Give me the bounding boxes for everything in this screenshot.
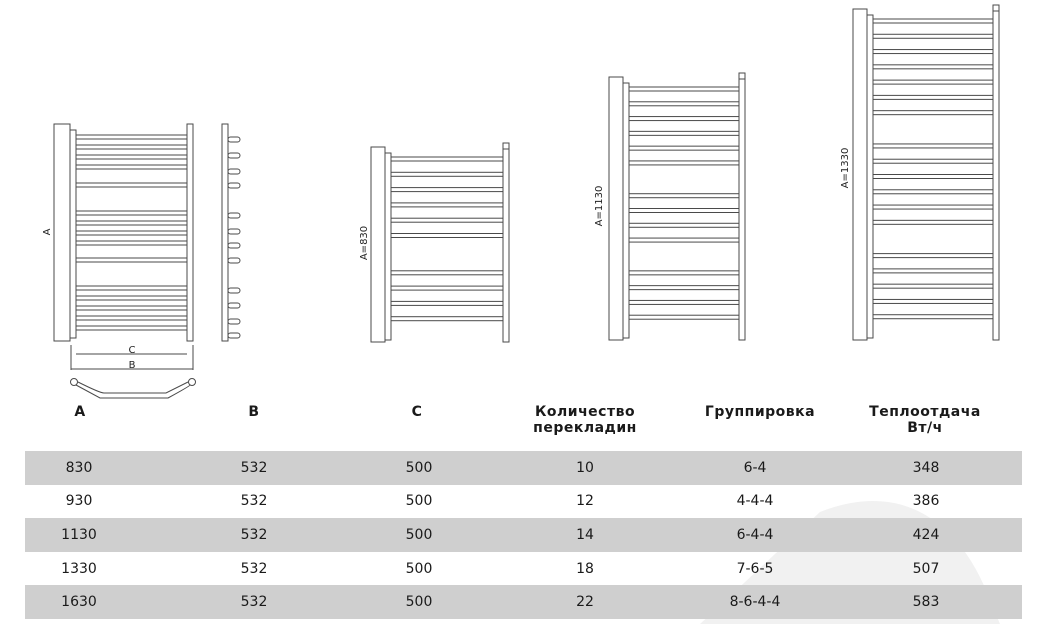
side-peg bbox=[228, 333, 240, 338]
cell-crossbars: 10 bbox=[576, 459, 594, 476]
crossbar bbox=[76, 165, 187, 169]
cell-grouping: 7-6-5 bbox=[736, 560, 774, 577]
cell-b: 532 bbox=[240, 493, 268, 510]
crossbar bbox=[629, 286, 739, 290]
crossbar bbox=[391, 286, 503, 290]
crossbar bbox=[873, 220, 993, 224]
radiator-a1330 bbox=[853, 5, 999, 340]
radiator-left-collector bbox=[853, 9, 867, 340]
side-peg bbox=[228, 137, 240, 142]
crossbar bbox=[391, 301, 503, 305]
crossbar bbox=[873, 159, 993, 163]
cell-a: 1630 bbox=[61, 594, 97, 611]
cell-c: 500 bbox=[405, 493, 433, 510]
table-row bbox=[25, 451, 1022, 485]
cell-grouping: 6-4 bbox=[743, 459, 767, 476]
crossbar bbox=[76, 306, 187, 310]
header-grouping: Группировка bbox=[704, 404, 816, 420]
crossbar bbox=[391, 271, 503, 275]
cell-a: 1330 bbox=[61, 560, 97, 577]
side-peg bbox=[228, 258, 240, 263]
cell-crossbars: 22 bbox=[576, 594, 594, 611]
crossbar bbox=[76, 296, 187, 300]
radiator-a1130 bbox=[609, 73, 745, 340]
side-peg bbox=[228, 288, 240, 293]
crossbar bbox=[873, 111, 993, 115]
radiator-left-pipe bbox=[867, 15, 873, 338]
crossbar bbox=[76, 211, 187, 215]
crossbar bbox=[76, 286, 187, 290]
crossbar bbox=[76, 326, 187, 330]
crossbar bbox=[873, 315, 993, 319]
crossbar bbox=[629, 238, 739, 242]
crossbar bbox=[873, 284, 993, 288]
crossbar bbox=[629, 146, 739, 150]
cell-c: 500 bbox=[405, 459, 433, 476]
radiator-right-pipe bbox=[503, 147, 509, 342]
crossbar bbox=[873, 144, 993, 148]
cell-c: 500 bbox=[405, 526, 433, 543]
crossbar bbox=[76, 155, 187, 159]
table-row bbox=[25, 585, 1022, 619]
cell-c: 500 bbox=[405, 560, 433, 577]
cell-grouping: 4-4-4 bbox=[736, 493, 774, 510]
radiator-left-pipe bbox=[385, 153, 391, 340]
radiator-left-pipe bbox=[623, 83, 629, 338]
radiator-end-cap bbox=[993, 5, 999, 11]
crossbar bbox=[391, 218, 503, 222]
radiator-a830 bbox=[371, 143, 509, 342]
cell-a: 930 bbox=[65, 493, 93, 510]
crossbar-group bbox=[76, 135, 187, 330]
side-peg bbox=[228, 319, 240, 324]
crossbar bbox=[629, 161, 739, 165]
crossbar bbox=[629, 117, 739, 121]
side-peg bbox=[228, 169, 240, 174]
crossbar bbox=[629, 271, 739, 275]
label-a1330: A=1330 bbox=[840, 147, 851, 189]
crossbar bbox=[76, 135, 187, 139]
side-peg bbox=[228, 303, 240, 308]
crossbar bbox=[873, 205, 993, 209]
dimension-drawing bbox=[54, 124, 240, 398]
crossbar bbox=[873, 269, 993, 273]
specs-table bbox=[25, 451, 1022, 619]
crossbar bbox=[391, 203, 503, 207]
crossbar bbox=[873, 190, 993, 194]
label-a1130: A=1130 bbox=[594, 185, 605, 227]
cell-b: 532 bbox=[240, 459, 268, 476]
cell-b: 532 bbox=[240, 594, 268, 611]
cell-heat: 583 bbox=[912, 594, 940, 611]
label-a: A bbox=[42, 228, 53, 236]
crossbar bbox=[76, 258, 187, 262]
crossbar bbox=[873, 254, 993, 258]
crossbar bbox=[629, 223, 739, 227]
label-a830: A=830 bbox=[359, 225, 370, 261]
cell-heat: 424 bbox=[912, 526, 940, 543]
header-a: A bbox=[74, 404, 86, 420]
cell-crossbars: 18 bbox=[576, 560, 594, 577]
crossbar bbox=[873, 34, 993, 38]
crossbar bbox=[76, 231, 187, 235]
radiator-end-cap bbox=[739, 73, 745, 79]
table-row bbox=[25, 485, 1022, 519]
crossbar bbox=[391, 188, 503, 192]
crossbar bbox=[873, 65, 993, 69]
cell-heat: 386 bbox=[912, 493, 940, 510]
crossbar bbox=[873, 19, 993, 23]
crossbar bbox=[76, 316, 187, 320]
crossbar bbox=[873, 175, 993, 179]
cell-grouping: 8-6-4-4 bbox=[729, 594, 781, 611]
cell-crossbars: 14 bbox=[576, 526, 594, 543]
side-peg bbox=[228, 213, 240, 218]
crossbar bbox=[391, 172, 503, 176]
cell-a: 830 bbox=[65, 459, 93, 476]
header-c: C bbox=[411, 404, 423, 420]
table-row bbox=[25, 552, 1022, 586]
cell-grouping: 6-4-4 bbox=[736, 526, 774, 543]
cell-a: 1130 bbox=[61, 526, 97, 543]
crossbar bbox=[873, 50, 993, 54]
crossbar bbox=[391, 317, 503, 321]
crossbar bbox=[873, 299, 993, 303]
crossbar bbox=[76, 241, 187, 245]
cell-heat: 348 bbox=[912, 459, 940, 476]
cell-heat: 507 bbox=[912, 560, 940, 577]
radiator-end-cap bbox=[503, 143, 509, 149]
crossbar bbox=[76, 183, 187, 187]
radiator-left-collector bbox=[609, 77, 623, 340]
crossbar bbox=[391, 157, 503, 161]
cell-c: 500 bbox=[405, 594, 433, 611]
side-peg bbox=[228, 229, 240, 234]
table-row bbox=[25, 518, 1022, 552]
cell-b: 532 bbox=[240, 526, 268, 543]
label-b: B bbox=[128, 360, 136, 371]
crossbar bbox=[629, 315, 739, 319]
side-peg bbox=[228, 153, 240, 158]
crossbar bbox=[629, 209, 739, 213]
crossbar bbox=[76, 221, 187, 225]
header-b: B bbox=[248, 404, 260, 420]
side-peg bbox=[228, 183, 240, 188]
header-crossbars: Количество перекладин bbox=[533, 404, 637, 436]
crossbar bbox=[629, 87, 739, 91]
label-c: C bbox=[128, 345, 136, 356]
crossbar bbox=[873, 95, 993, 99]
radiator-left-collector bbox=[371, 147, 385, 342]
side-peg bbox=[228, 243, 240, 248]
side-profile-pegs bbox=[228, 137, 240, 338]
crossbar bbox=[629, 194, 739, 198]
header-heat-output: Теплоотдача Вт/ч bbox=[869, 404, 981, 436]
radiator-right-pipe bbox=[739, 77, 745, 340]
crossbar bbox=[629, 102, 739, 106]
cell-crossbars: 12 bbox=[576, 493, 594, 510]
radiator-right-pipe bbox=[993, 9, 999, 340]
crossbar bbox=[629, 131, 739, 135]
crossbar bbox=[873, 80, 993, 84]
crossbar bbox=[76, 145, 187, 149]
cell-b: 532 bbox=[240, 560, 268, 577]
crossbar bbox=[629, 300, 739, 304]
crossbar bbox=[391, 234, 503, 238]
